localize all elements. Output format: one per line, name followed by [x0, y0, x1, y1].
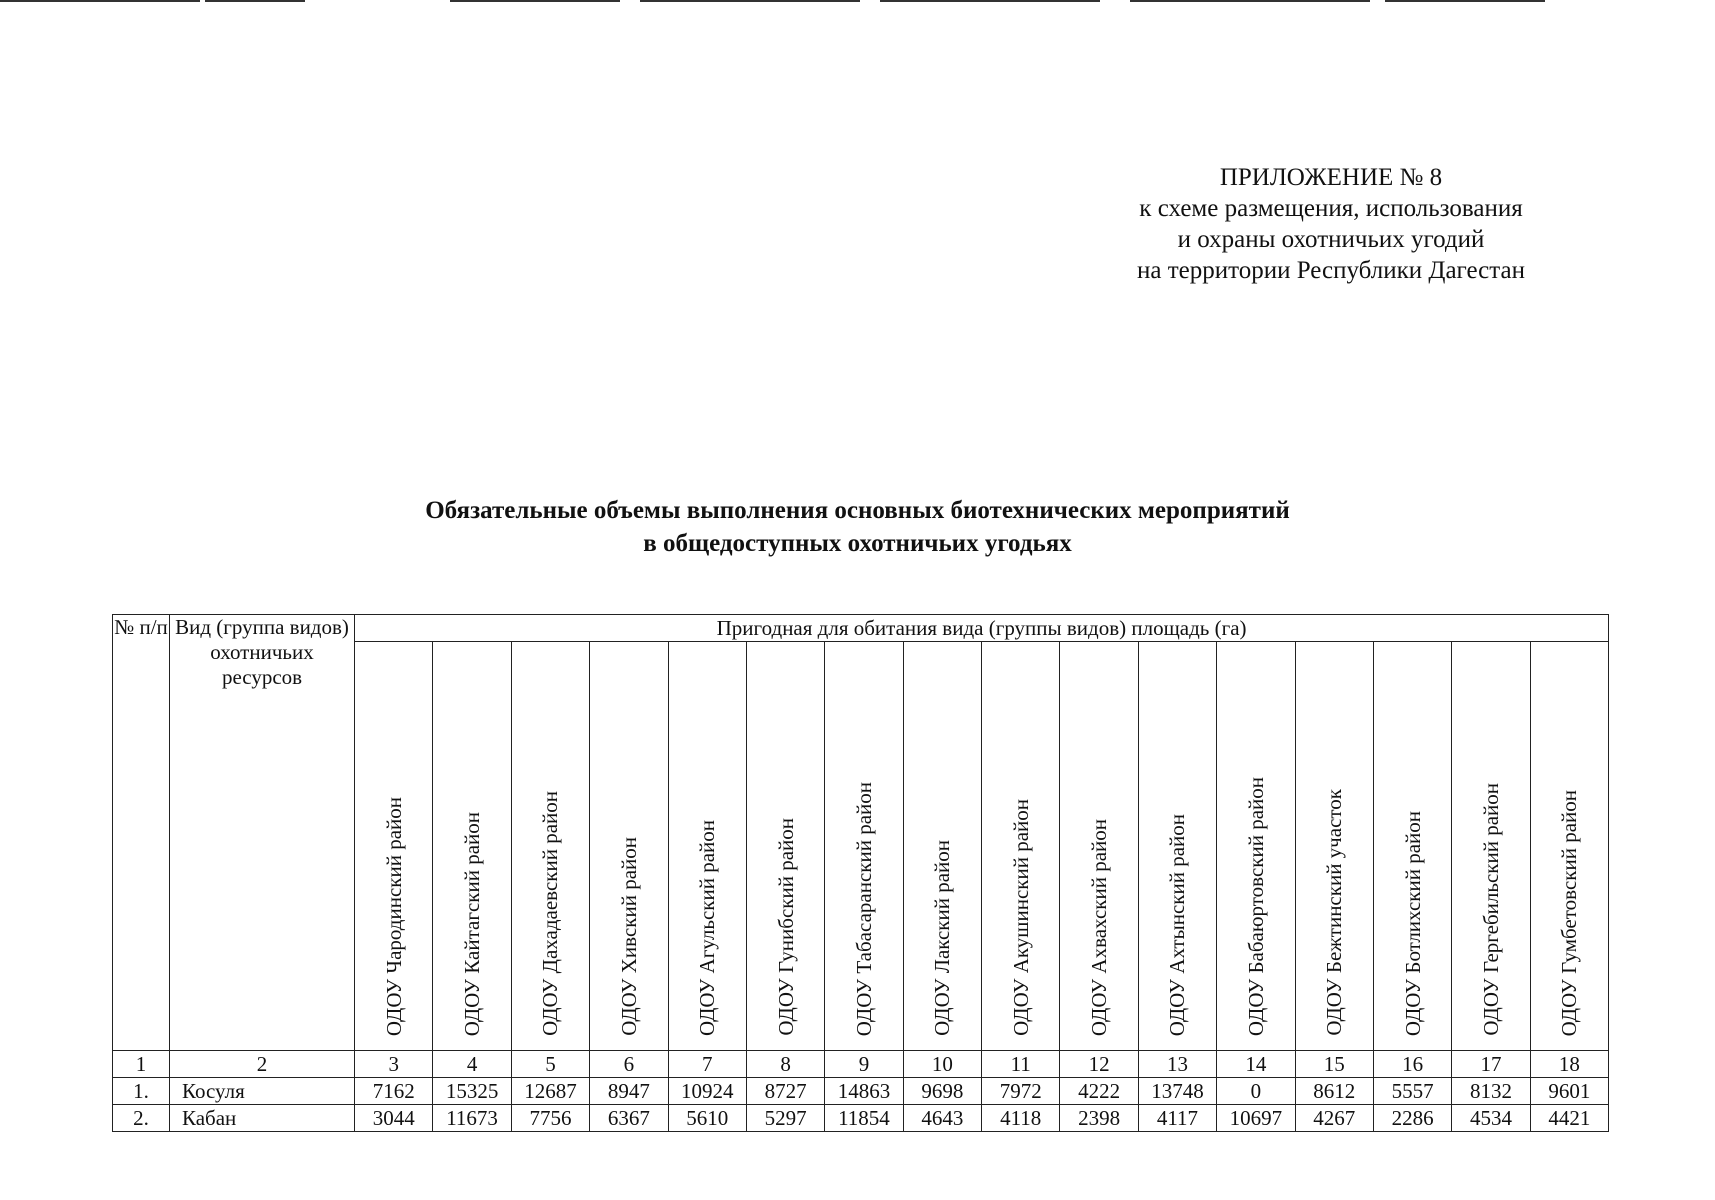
district-header-label: ОДОУ Дахадаевский район — [538, 791, 563, 1036]
district-header-label: ОДОУ Бежтинский участок — [1322, 789, 1347, 1036]
district-header — [1138, 642, 1216, 1051]
column-number: 4 — [433, 1051, 511, 1078]
area-value: 2286 — [1373, 1105, 1451, 1132]
scan-edge-line — [1130, 0, 1370, 2]
district-header — [590, 642, 668, 1051]
district-header-label: ОДОУ Бабаюртовский район — [1243, 776, 1268, 1036]
scan-edge-line — [205, 0, 305, 2]
area-value: 9601 — [1530, 1078, 1609, 1105]
scan-edge-line — [880, 0, 1100, 2]
table-row — [113, 1105, 1609, 1132]
area-value: 12687 — [511, 1078, 589, 1105]
area-value: 5557 — [1373, 1078, 1451, 1105]
appendix-header — [1071, 162, 1591, 286]
district-header — [982, 642, 1060, 1051]
district-header — [1295, 642, 1373, 1051]
district-header-label: ОДОУ Ботлихский район — [1400, 810, 1425, 1036]
column-number: 6 — [590, 1051, 668, 1078]
district-header-label: ОДОУ Акушинский район — [1008, 799, 1033, 1036]
district-header — [1452, 642, 1530, 1051]
area-value: 7756 — [511, 1105, 589, 1132]
area-value: 4222 — [1060, 1078, 1138, 1105]
district-header — [1373, 642, 1451, 1051]
district-header — [903, 642, 981, 1051]
column-number: 16 — [1373, 1051, 1451, 1078]
column-number: 12 — [1060, 1051, 1138, 1078]
district-header — [1217, 642, 1295, 1051]
column-number: 2 — [170, 1051, 355, 1078]
column-number: 13 — [1138, 1051, 1216, 1078]
district-header — [825, 642, 903, 1051]
appendix-number: ПРИЛОЖЕНИЕ № 8 — [1219, 164, 1443, 191]
district-header-label: ОДОУ Гумбетовский район — [1557, 789, 1582, 1036]
row-number: 1. — [113, 1078, 170, 1105]
area-header: Пригодная для обитания вида (группы видов) площадь (га) — [355, 615, 1609, 642]
district-header-label: ОДОУ Гергебильский район — [1478, 783, 1503, 1036]
district-header — [355, 642, 433, 1051]
document-title — [0, 494, 1715, 560]
district-header — [668, 642, 746, 1051]
area-value: 9698 — [903, 1078, 981, 1105]
district-header-label: ОДОУ Хивский район — [616, 837, 641, 1036]
area-value: 4117 — [1138, 1105, 1216, 1132]
title-line-1: Обязательные объемы выполнения основных биотехнических мероприятий — [425, 497, 1290, 524]
area-value: 4534 — [1452, 1105, 1530, 1132]
district-header-label: ОДОУ Ахвахский район — [1087, 818, 1112, 1036]
area-value: 2398 — [1060, 1105, 1138, 1132]
species-name: Кабан — [170, 1105, 355, 1132]
area-value: 10697 — [1217, 1105, 1295, 1132]
area-value: 8132 — [1452, 1078, 1530, 1105]
column-number: 1 — [113, 1051, 170, 1078]
scan-edge-line — [1385, 0, 1545, 2]
column-number: 17 — [1452, 1051, 1530, 1078]
district-header-label: ОДОУ Гунибский район — [773, 818, 798, 1036]
area-value: 8612 — [1295, 1078, 1373, 1105]
area-value: 10924 — [668, 1078, 746, 1105]
col-num-header: № п/п — [113, 615, 170, 1051]
district-header — [746, 642, 824, 1051]
appendix-line: к схеме размещения, использования — [1139, 195, 1523, 222]
row-number: 2. — [113, 1105, 170, 1132]
area-value: 4267 — [1295, 1105, 1373, 1132]
column-number: 9 — [825, 1051, 903, 1078]
column-number: 5 — [511, 1051, 589, 1078]
appendix-line: на территории Республики Дагестан — [1137, 257, 1525, 284]
area-value: 5297 — [746, 1105, 824, 1132]
area-value: 15325 — [433, 1078, 511, 1105]
area-value: 3044 — [355, 1105, 433, 1132]
appendix-line: и охраны охотничьих угодий — [1177, 226, 1485, 253]
scan-edge-line — [640, 0, 860, 2]
species-name: Косуля — [170, 1078, 355, 1105]
scan-edge-line — [450, 0, 620, 2]
column-number: 15 — [1295, 1051, 1373, 1078]
area-value: 11854 — [825, 1105, 903, 1132]
area-value: 13748 — [1138, 1078, 1216, 1105]
column-number: 11 — [982, 1051, 1060, 1078]
area-value: 0 — [1217, 1078, 1295, 1105]
area-value: 8947 — [590, 1078, 668, 1105]
col-species-header: Вид (группа видов) охотничьих ресурсов — [170, 615, 355, 1051]
scan-edge-line — [0, 0, 200, 2]
biotech-volumes-table — [112, 614, 1609, 1132]
column-number: 14 — [1217, 1051, 1295, 1078]
column-number-row — [113, 1051, 1609, 1078]
column-number: 18 — [1530, 1051, 1609, 1078]
district-header-label: ОДОУ Табасаранский район — [851, 781, 876, 1036]
area-value: 4118 — [982, 1105, 1060, 1132]
area-value: 6367 — [590, 1105, 668, 1132]
column-number: 7 — [668, 1051, 746, 1078]
table-row — [113, 1078, 1609, 1105]
column-number: 8 — [746, 1051, 824, 1078]
area-value: 4421 — [1530, 1105, 1609, 1132]
area-value: 11673 — [433, 1105, 511, 1132]
area-value: 4643 — [903, 1105, 981, 1132]
district-header-label: ОДОУ Ахтынский район — [1165, 813, 1190, 1036]
column-number: 3 — [355, 1051, 433, 1078]
district-header — [433, 642, 511, 1051]
district-header-label: ОДОУ Лакский район — [930, 840, 955, 1036]
district-header-label: ОДОУ Чародинский район — [381, 796, 406, 1036]
district-header-label: ОДОУ Агульский район — [695, 819, 720, 1036]
district-header-label: ОДОУ Кайтагский район — [460, 811, 485, 1036]
area-value: 5610 — [668, 1105, 746, 1132]
column-number: 10 — [903, 1051, 981, 1078]
area-value: 7972 — [982, 1078, 1060, 1105]
district-header — [511, 642, 589, 1051]
area-value: 8727 — [746, 1078, 824, 1105]
area-value: 7162 — [355, 1078, 433, 1105]
area-value: 14863 — [825, 1078, 903, 1105]
title-line-2: в общедоступных охотничьих угодьях — [643, 530, 1072, 557]
district-header — [1530, 642, 1609, 1051]
district-header — [1060, 642, 1138, 1051]
